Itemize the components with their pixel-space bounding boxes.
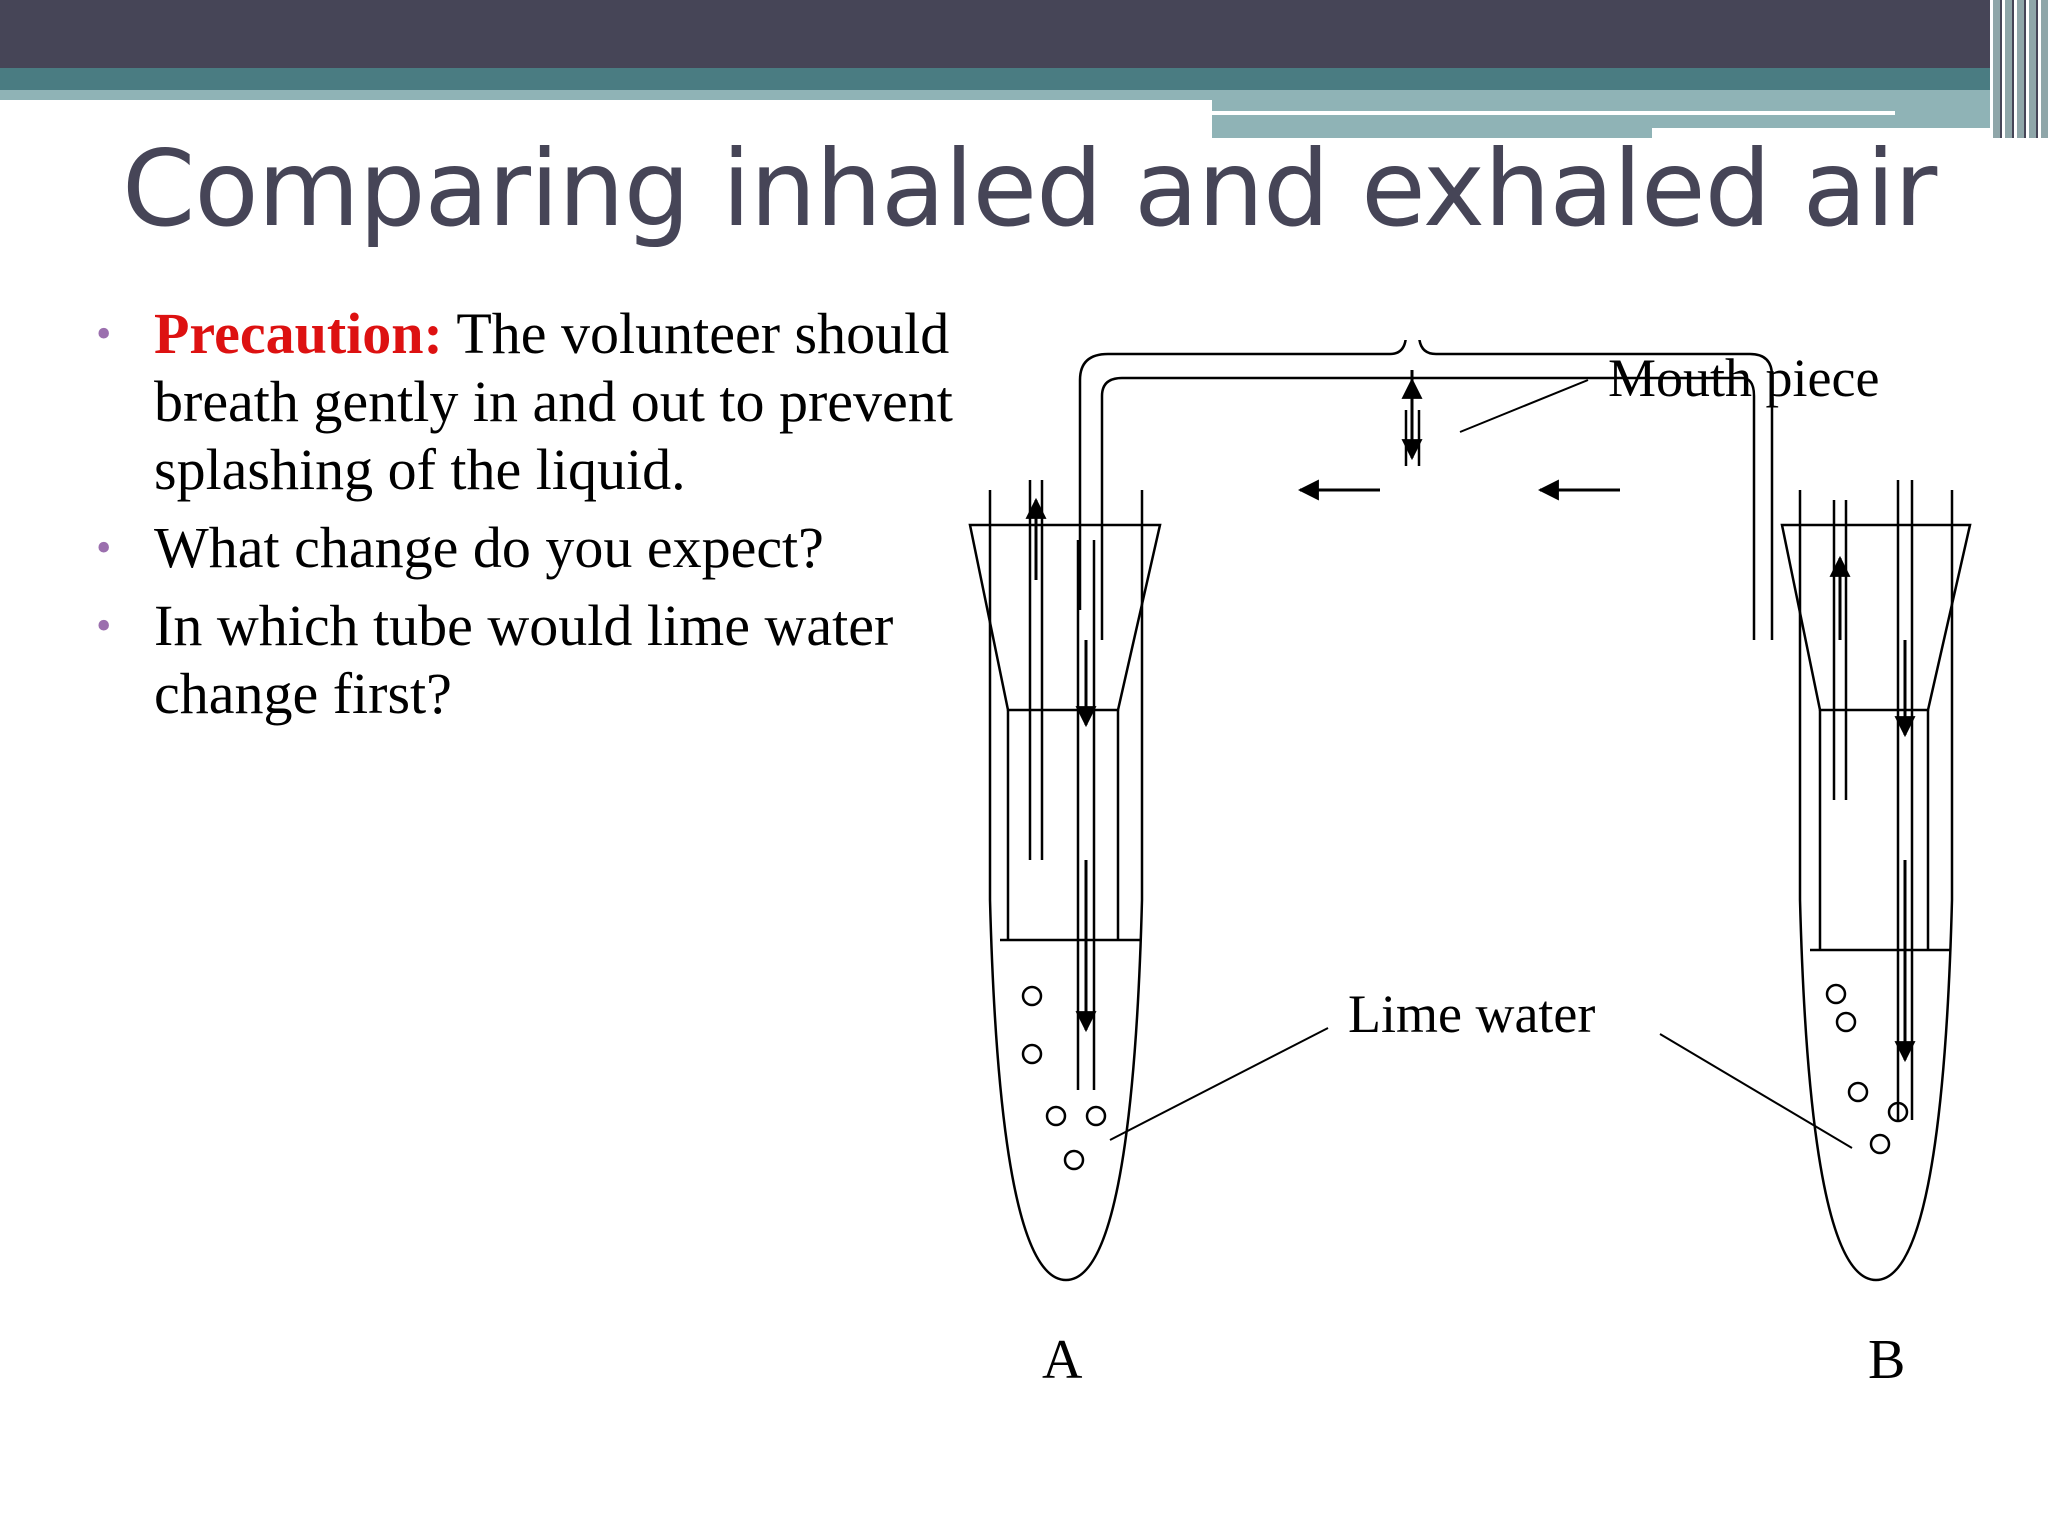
header-band-light-left	[0, 90, 1212, 100]
flow-arrows	[1036, 370, 1905, 1060]
header-bar	[0, 0, 2048, 68]
bung-a	[970, 525, 1160, 710]
header-band-teal	[0, 68, 2048, 90]
header-stripes	[1990, 0, 2048, 138]
bullet-which-tube: • In which tube would lime water change first?	[96, 592, 956, 728]
label-tube-b: B	[1868, 1329, 1906, 1391]
slide-title: Comparing inhaled and exhaled air	[122, 128, 1937, 250]
test-tube-b	[1782, 480, 1970, 1280]
precaution-label: Precaution:	[154, 301, 443, 366]
bullet-list	[96, 300, 956, 738]
label-tube-a: A	[1042, 1329, 1083, 1391]
bung-b	[1782, 525, 1970, 710]
label-mouth-piece: Mouth piece	[1608, 348, 1880, 408]
bullet-expected-change: • What change do you expect?	[96, 514, 956, 582]
label-lime-water: Lime water	[1348, 984, 1596, 1044]
precaution-text: The volunteer should breath gently in and out to prevent splashing of the liquid.	[154, 301, 953, 502]
bullet-precaution	[96, 300, 956, 504]
apparatus-diagram	[960, 340, 1980, 1410]
header-band-line	[1212, 111, 1895, 115]
